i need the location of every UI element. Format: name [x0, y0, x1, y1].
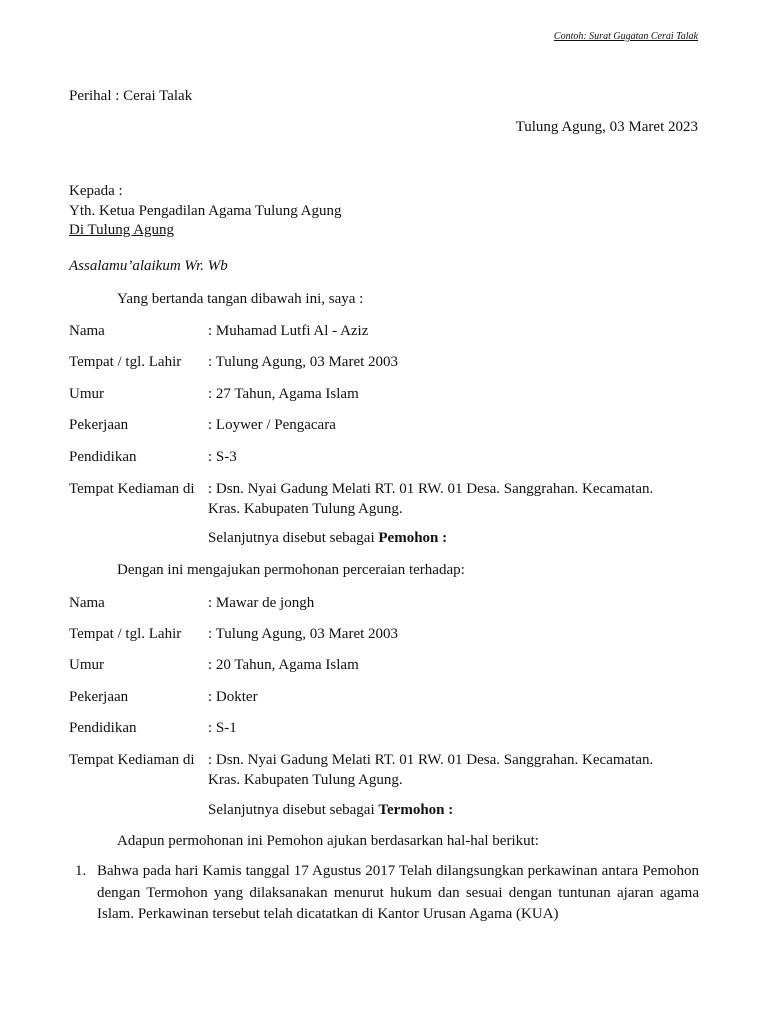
note-role: Termohon : — [378, 802, 454, 818]
field-label: Pekerjaan — [69, 417, 129, 433]
note-role: Pemohon : — [378, 530, 448, 546]
field-label: Pekerjaan — [69, 689, 129, 705]
note-prefix: Selanjutnya disebut sebagai — [208, 802, 379, 818]
intro2-paragraph: Dengan ini mengajukan permohonan perceraian terhadap: — [117, 562, 465, 578]
recipient-line-2: Yth. Ketua Pengadilan Agama Tulung Agung — [69, 202, 342, 219]
termohon-note — [208, 802, 453, 819]
field-label: Pendidikan — [69, 720, 137, 736]
termohon-ttl-row — [69, 625, 699, 645]
intro-paragraph: Yang bertanda tangan dibawah ini, saya : — [117, 291, 364, 307]
termohon-pendidikan-row — [69, 719, 699, 739]
termohon-umur-row — [69, 656, 699, 676]
pemohon-kediaman-row — [69, 480, 699, 519]
greeting: Assalamu’alaikum Wr. Wb — [69, 258, 228, 274]
field-label: Nama — [69, 323, 105, 339]
field-value: : Dokter — [208, 689, 258, 705]
field-label: Umur — [69, 386, 104, 402]
field-label: Tempat / tgl. Lahir — [69, 626, 182, 642]
pemohon-pendidikan-row — [69, 448, 699, 468]
field-value: : 20 Tahun, Agama Islam — [208, 657, 359, 673]
address-line-1: : Dsn. Nyai Gadung Melati RT. 01 RW. 01 Desa. Sanggrahan. Kecamatan. — [208, 481, 654, 497]
field-label: Tempat / tgl. Lahir — [69, 354, 182, 370]
termohon-kediaman-row — [69, 751, 699, 790]
field-label: Tempat Kediaman di — [69, 481, 195, 497]
field-label: Umur — [69, 657, 104, 673]
header-note: Contoh: Surat Gugatan Cerai Talak — [553, 31, 698, 42]
subject-line: Perihal : Cerai Talak — [69, 88, 193, 104]
recipient-line-3: Di Tulung Agung — [69, 222, 175, 238]
place-date: Tulung Agung, 03 Maret 2023 — [515, 119, 698, 135]
field-value: : Muhamad Lutfi Al - Aziz — [208, 323, 369, 339]
pemohon-pekerjaan-row — [69, 416, 699, 436]
list-item — [69, 861, 699, 926]
field-value: : Tulung Agung, 03 Maret 2003 — [208, 626, 399, 642]
field-label: Tempat Kediaman di — [69, 752, 195, 768]
termohon-nama-row — [69, 594, 699, 614]
field-value — [208, 480, 699, 519]
address-line-2: Kras. Kabupaten Tulung Agung. — [208, 771, 403, 788]
field-label: Nama — [69, 595, 105, 611]
recipient-line-1: Kepada : — [69, 183, 123, 199]
address-line-2: Kras. Kabupaten Tulung Agung. — [208, 500, 403, 517]
pemohon-nama-row — [69, 322, 699, 342]
pemohon-ttl-row — [69, 353, 699, 373]
field-value: : 27 Tahun, Agama Islam — [208, 386, 359, 402]
field-value — [208, 751, 699, 790]
recipient-block — [69, 182, 342, 241]
field-value: : Mawar de jongh — [208, 595, 315, 611]
field-label: Pendidikan — [69, 449, 137, 465]
field-value: : S-3 — [208, 449, 237, 465]
note-prefix: Selanjutnya disebut sebagai — [208, 530, 379, 546]
pemohon-note — [208, 530, 447, 547]
pemohon-umur-row — [69, 385, 699, 405]
field-value: : Tulung Agung, 03 Maret 2003 — [208, 354, 399, 370]
list-text: Bahwa pada hari Kamis tanggal 17 Agustus 2017 Telah dilangsungkan perkawinan antara Pemohon dengan Termohon yang dilaksanakan menurut hukum dan sesuai dengan tuntunan ajaran agama Islam. Perkawinan tersebut telah dicatatkan di Kantor Urusan Agama (KUA) — [97, 863, 699, 922]
list-number: 1. — [75, 863, 87, 879]
field-value: : Loywer / Pengacara — [208, 417, 336, 433]
address-line-1: : Dsn. Nyai Gadung Melati RT. 01 RW. 01 Desa. Sanggrahan. Kecamatan. — [208, 752, 654, 768]
field-value: : S-1 — [208, 720, 237, 736]
intro3-paragraph: Adapun permohonan ini Pemohon ajukan berdasarkan hal-hal berikut: — [117, 833, 539, 849]
termohon-pekerjaan-row — [69, 688, 699, 708]
